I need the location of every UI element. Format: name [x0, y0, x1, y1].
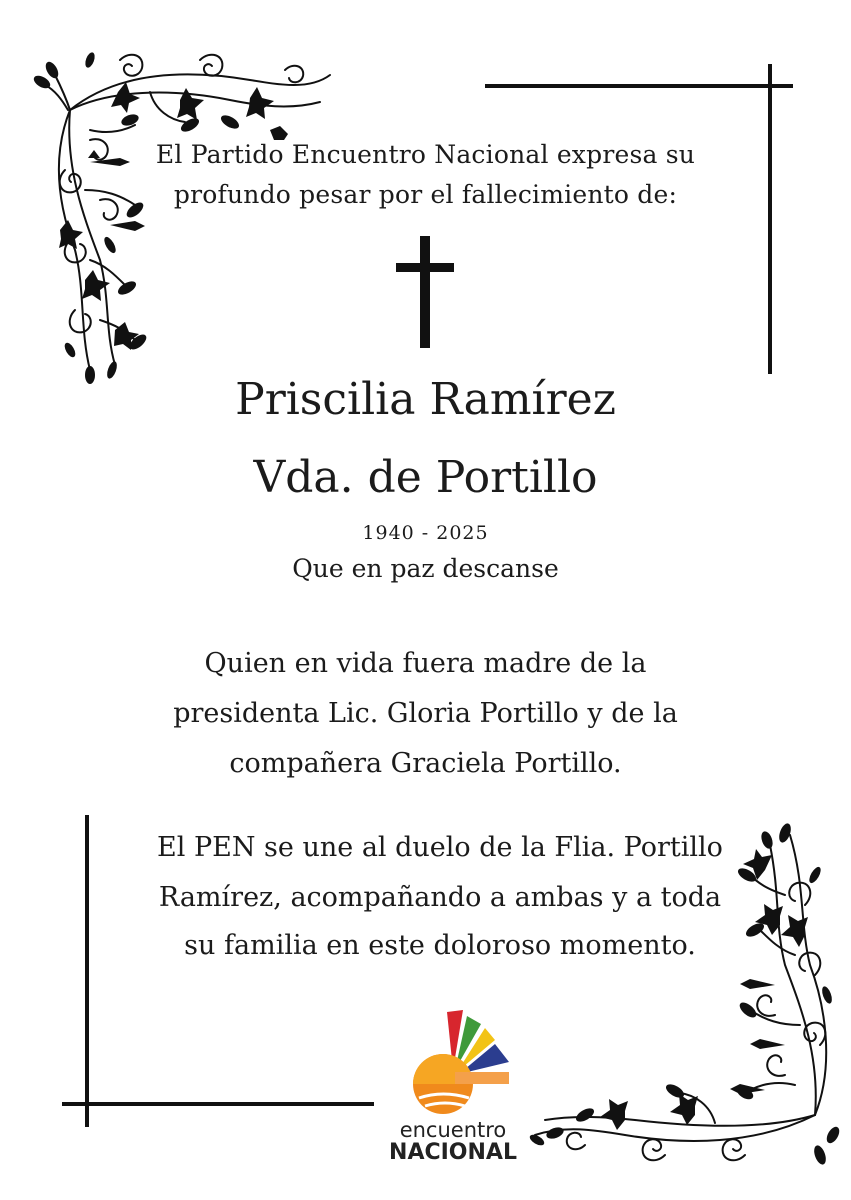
deceased-name-line-1: Priscilia Ramírez	[235, 374, 616, 425]
condolence-line-2: Ramírez, acompañando a ambas y a toda	[158, 882, 722, 913]
frame-line-left	[85, 815, 89, 1127]
logo-word-nacional: NACIONAL	[389, 1140, 517, 1165]
deceased-name-line-2: Vda. de Portillo	[253, 452, 598, 503]
mother-note-line-1: Quien en vida fuera madre de la	[204, 648, 647, 679]
life-years: 1940 - 2025	[362, 522, 489, 544]
frame-line-top	[485, 84, 793, 88]
mother-note-line-3: compañera Graciela Portillo.	[229, 748, 622, 779]
mother-note-line-2: presidenta Lic. Gloria Portillo y de la	[173, 698, 678, 729]
intro-line-2: profundo pesar por el fallecimiento de:	[173, 180, 678, 209]
latin-cross-icon	[396, 236, 456, 348]
encuentro-nacional-logo-mark	[405, 1010, 515, 1118]
floral-ornament-bottom-right	[515, 815, 845, 1185]
frame-line-right	[768, 64, 772, 374]
logo-word-encuentro: encuentro	[399, 1118, 507, 1142]
condolence-line-3: su familia en este doloroso momento.	[184, 930, 696, 961]
rest-in-peace: Que en paz descanse	[292, 554, 559, 583]
condolence-line-1: El PEN se une al duelo de la Flia. Portillo	[157, 832, 723, 863]
frame-line-bottom	[62, 1102, 374, 1106]
intro-line-1: El Partido Encuentro Nacional expresa su	[155, 140, 696, 169]
